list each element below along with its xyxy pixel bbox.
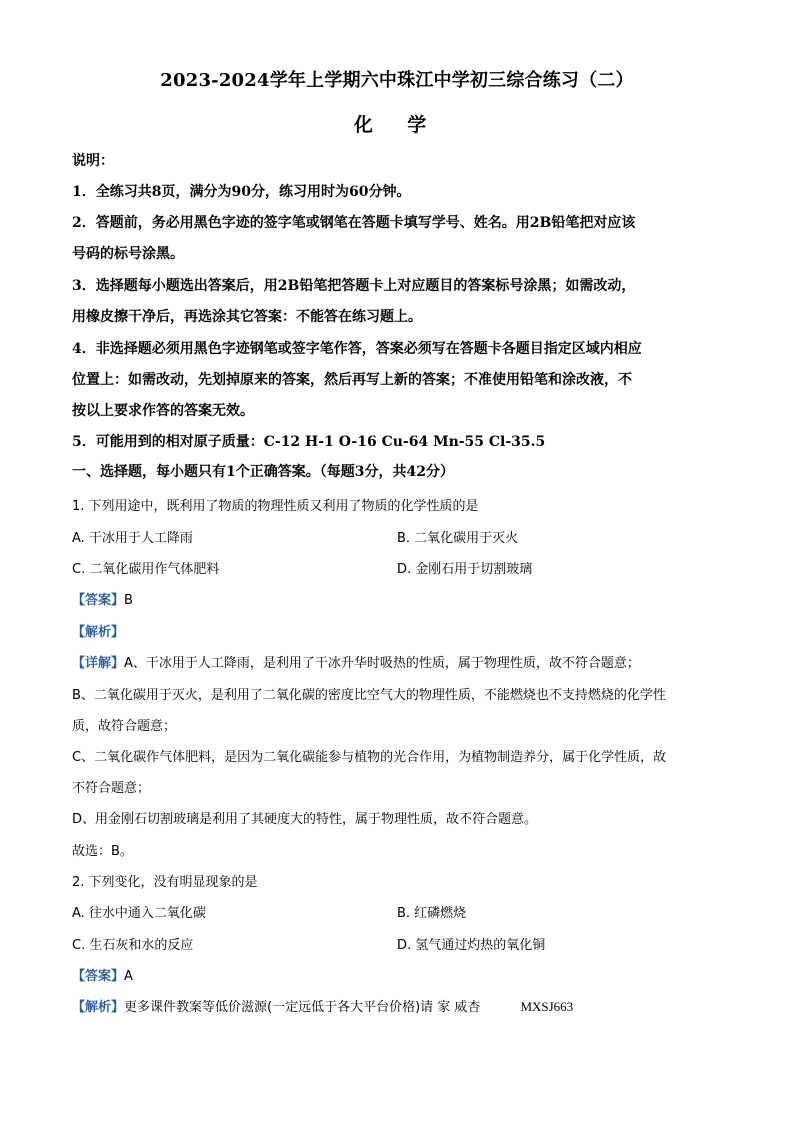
detail-tag: 【详解】 xyxy=(72,656,125,671)
question-1-option-b: B. 二氧化碳用于灭火 xyxy=(397,531,519,546)
instruction-item-2-line-1: 2．答题前，务必用黑色字迹的签字笔或钢笔在答题卡填写学号、姓名。用2B铅笔把对应该 xyxy=(72,215,636,231)
answer-value: A xyxy=(124,969,133,984)
analysis-tag: 【解析】 xyxy=(72,1000,125,1015)
question-1-detail-a xyxy=(72,652,640,671)
question-1-detail-c-line-1: C、二氧化碳作气体肥料，是因为二氧化碳能参与植物的光合作用，为植物制造养分，属于化学性质，故 xyxy=(72,750,667,765)
instruction-item-3-line-1: 3．选择题每小题选出答案后，用2B铅笔把答题卡上对应题目的答案标号涂黑；如需改动， xyxy=(72,278,636,294)
question-1-detail-b-line-1: B、二氧化碳用于灭火，是利用了二氧化碳的密度比空气大的物理性质，不能燃烧也不支持燃烧的化学性 xyxy=(72,688,666,703)
question-1-detail-b-line-2: 质，故符合题意； xyxy=(72,719,177,734)
answer-tag: 【答案】 xyxy=(72,969,125,984)
instruction-item-5: 5．可能用到的相对原子质量：C-12 H-1 O-16 Cu-64 Mn-55 Cl-35.5 xyxy=(72,434,546,450)
detail-a-text: A、干冰用于人工降雨，是利用了干冰升华时吸热的性质，属于物理性质，故不符合题意； xyxy=(124,656,640,671)
page-title: 2023-2024学年上学期六中珠江中学初三综合练习（二） xyxy=(160,70,634,91)
section-heading: 一、选择题，每小题只有1个正确答案。（每题3分，共42分） xyxy=(72,464,454,480)
subject-title: 化 学 xyxy=(353,114,441,136)
analysis-code: MXSJ663 xyxy=(520,999,574,1014)
question-2-option-c: C. 生石灰和水的反应 xyxy=(72,938,194,953)
question-2-option-d: D. 氢气通过灼热的氧化铜 xyxy=(397,938,546,953)
instruction-item-3-line-2: 用橡皮擦干净后，再选涂其它答案：不能答在练习题上。 xyxy=(72,309,422,325)
question-1-conclusion: 故选：B。 xyxy=(72,844,133,859)
instructions-label: 说明： xyxy=(72,153,114,169)
question-2-stem: 2. 下列变化，没有明显现象的是 xyxy=(72,875,258,890)
question-2-option-a: A. 往水中通入二氧化碳 xyxy=(72,906,206,921)
instruction-item-4-line-2: 位置上：如需改动，先划掉原来的答案，然后再写上新的答案；不准使用铅笔和涂改液，不 xyxy=(72,372,632,388)
question-1-answer xyxy=(72,589,133,608)
question-1-option-c: C. 二氧化碳用作气体肥料 xyxy=(72,562,220,577)
question-1-analysis-tag xyxy=(72,621,124,640)
question-1-detail-c-line-2: 不符合题意； xyxy=(72,781,151,796)
question-1-option-a: A. 干冰用于人工降雨 xyxy=(72,531,193,546)
answer-value: B xyxy=(124,593,133,608)
question-1-option-d: D. 金刚石用于切割玻璃 xyxy=(397,562,533,577)
analysis-text: 更多课件教案等低价滋源(一定远低于各大平台价格)请 家 威杏 xyxy=(124,1000,481,1015)
instruction-item-4-line-3: 按以上要求作答的答案无效。 xyxy=(72,403,254,419)
instruction-item-1: 1．全练习共8页，满分为90分，练习用时为60分钟。 xyxy=(72,184,411,200)
analysis-tag: 【解析】 xyxy=(72,625,125,640)
question-1-detail-d: D、用金刚石切割玻璃是利用了其硬度大的特性，属于物理性质，故不符合题意。 xyxy=(72,812,538,827)
question-2-analysis xyxy=(72,996,573,1015)
instruction-item-4-line-1: 4．非选择题必须用黑色字迹钢笔或签字笔作答，答案必须写在答题卡各题目指定区域内相应 xyxy=(72,341,642,357)
instruction-item-2-line-2: 号码的标号涂黑。 xyxy=(72,246,184,262)
question-2-answer xyxy=(72,965,133,984)
answer-tag: 【答案】 xyxy=(72,593,125,608)
question-2-option-b: B. 红磷燃烧 xyxy=(397,906,467,921)
question-1-stem: 1. 下列用途中，既利用了物质的物理性质又利用了物质的化学性质的是 xyxy=(72,499,479,514)
